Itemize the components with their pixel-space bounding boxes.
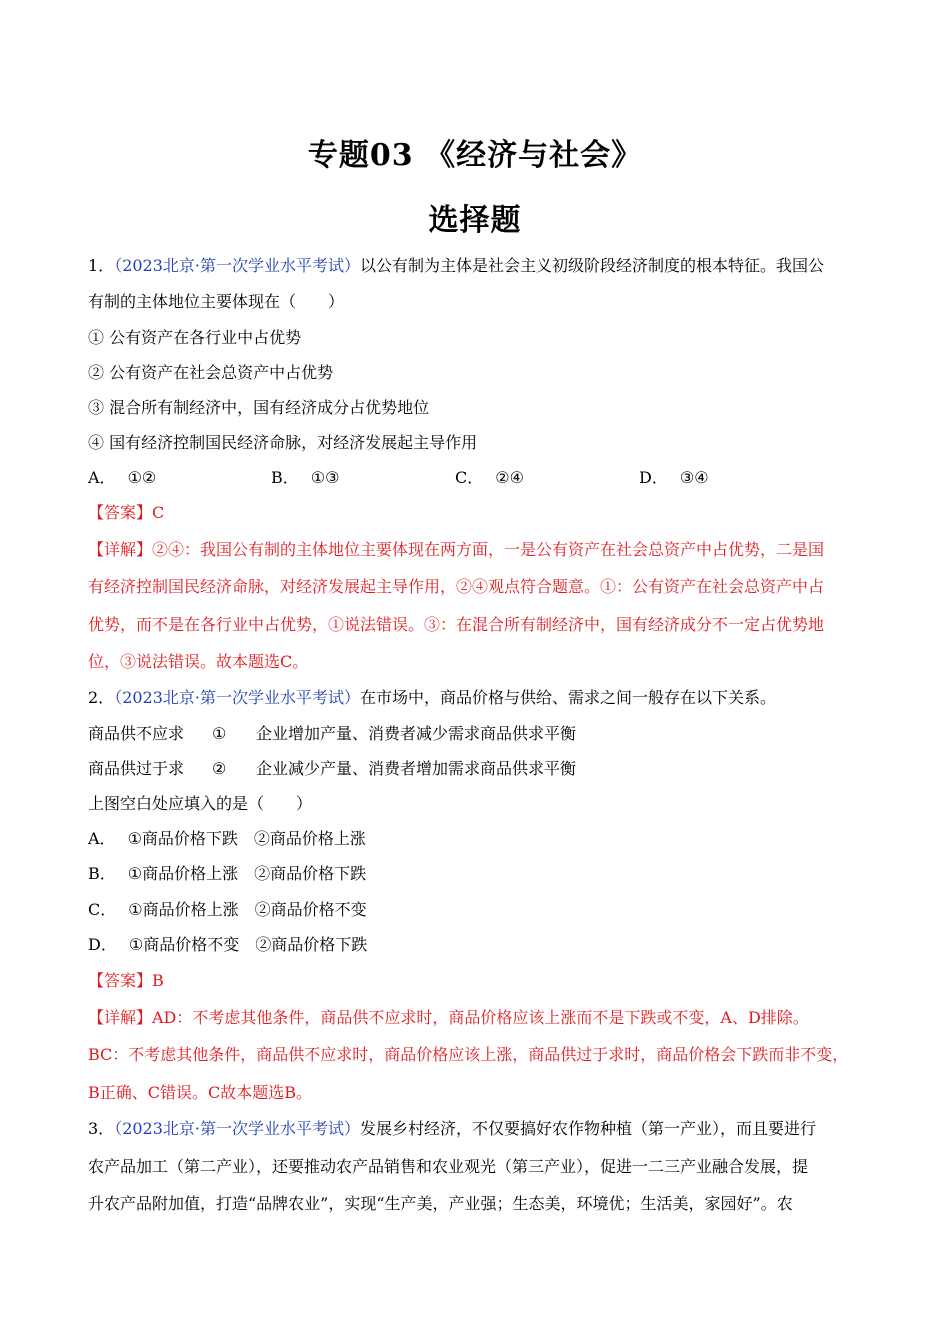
page-title: 专题03 《经济与社会》: [307, 138, 643, 173]
q1-item-1: ① 公有资产在各行业中占优势: [88, 328, 302, 347]
q1-options: [88, 468, 878, 488]
section-title: 选择题: [428, 203, 522, 238]
q1-number: 1．: [88, 256, 115, 275]
q2-detail-line3: B正确、C错误。C故本题选B。: [88, 1083, 313, 1102]
q2-row2-result: 企业减少产量、消费者增加需求商品供求平衡: [256, 759, 577, 778]
q1-option-c: C． ②④: [455, 468, 524, 487]
q2-number: 2．: [88, 688, 115, 707]
q3-stem-text: 发展乡村经济，不仅要搞好农作物种植（第一产业），而且要进行: [360, 1119, 817, 1138]
q1-detail-line2: 有经济控制国民经济命脉，对经济发展起主导作用，②④观点符合题意。①：公有资产在社会总资产中占: [88, 577, 825, 596]
q2-row1-result: 企业增加产量、消费者减少需求商品供求平衡: [256, 724, 577, 743]
q3-stem-line3: 升农产品附加值，打造“品牌农业”，实现“生产美，产业强；生态美，环境优；生活美，家园好”。农: [88, 1194, 793, 1213]
q3-stem-line1: [88, 1119, 878, 1139]
q1-option-b: B． ①③: [271, 468, 340, 487]
q3-stem-line2: 农产品加工（第二产业），还要推动农产品销售和农业观光（第三产业），促进一二三产业融合发展，提: [88, 1157, 809, 1176]
q2-detail-line2: BC：不考虑其他条件，商品供不应求时，商品价格应该上涨，商品供过于求时，商品价格会下跌而非不变，: [88, 1045, 849, 1064]
q1-answer: 【答案】C: [88, 503, 165, 522]
q1-stem-line1: [88, 256, 878, 276]
q2-row1-condition: 商品供不应求: [88, 724, 185, 743]
q2-table-row-1: [88, 724, 878, 744]
q2-source: （2023北京·第一次学业水平考试）: [114, 688, 360, 707]
q2-prompt: 上图空白处应填入的是（ ）: [88, 794, 313, 813]
q2-stem: [88, 688, 878, 708]
q2-option-c: C． ①商品价格上涨 ②商品价格不变: [88, 900, 367, 919]
q1-item-3: ③ 混合所有制经济中，国有经济成分占优势地位: [88, 398, 430, 417]
q1-option-d: D． ③④: [639, 468, 709, 487]
q3-source: （2023北京·第一次学业水平考试）: [114, 1119, 360, 1138]
q1-stem-line2: 有制的主体地位主要体现在（ ）: [88, 292, 345, 311]
q1-option-a: A． ①②: [88, 468, 157, 487]
q2-option-a: A． ①商品价格下跌 ②商品价格上涨: [88, 829, 366, 848]
q2-option-d: D． ①商品价格不变 ②商品价格下跌: [88, 935, 368, 954]
q2-option-b: B． ①商品价格上涨 ②商品价格下跌: [88, 864, 367, 883]
q2-row2-condition: 商品供过于求: [88, 759, 185, 778]
q1-stem-text: 以公有制为主体是社会主义初级阶段经济制度的根本特征。我国公: [360, 256, 825, 275]
q1-source: （2023北京·第一次学业水平考试）: [114, 256, 360, 275]
q1-item-4: ④ 国有经济控制国民经济命脉，对经济发展起主导作用: [88, 433, 478, 452]
q1-detail-line1: 【详解】②④：我国公有制的主体地位主要体现在两方面，一是公有资产在社会总资产中占优势，二是国: [88, 540, 825, 559]
q2-table-row-2: [88, 759, 878, 779]
q2-row2-blank: ②: [212, 759, 227, 778]
q2-detail-line1: 【详解】AD：不考虑其他条件，商品供不应求时，商品价格应该上涨而不是下跌或不变，A、D排除。: [88, 1008, 809, 1027]
q1-detail-line3: 优势，而不是在各行业中占优势，①说法错误。③：在混合所有制经济中，国有经济成分不一定占优势地: [88, 615, 825, 634]
q2-row1-blank: ①: [212, 724, 227, 743]
q2-stem-text: 在市场中，商品价格与供给、需求之间一般存在以下关系。: [360, 688, 777, 707]
q1-detail-line4: 位，③说法错误。故本题选C。: [88, 652, 309, 671]
q3-number: 3．: [88, 1119, 115, 1138]
q2-answer: 【答案】B: [88, 971, 164, 990]
q1-item-2: ② 公有资产在社会总资产中占优势: [88, 363, 334, 382]
